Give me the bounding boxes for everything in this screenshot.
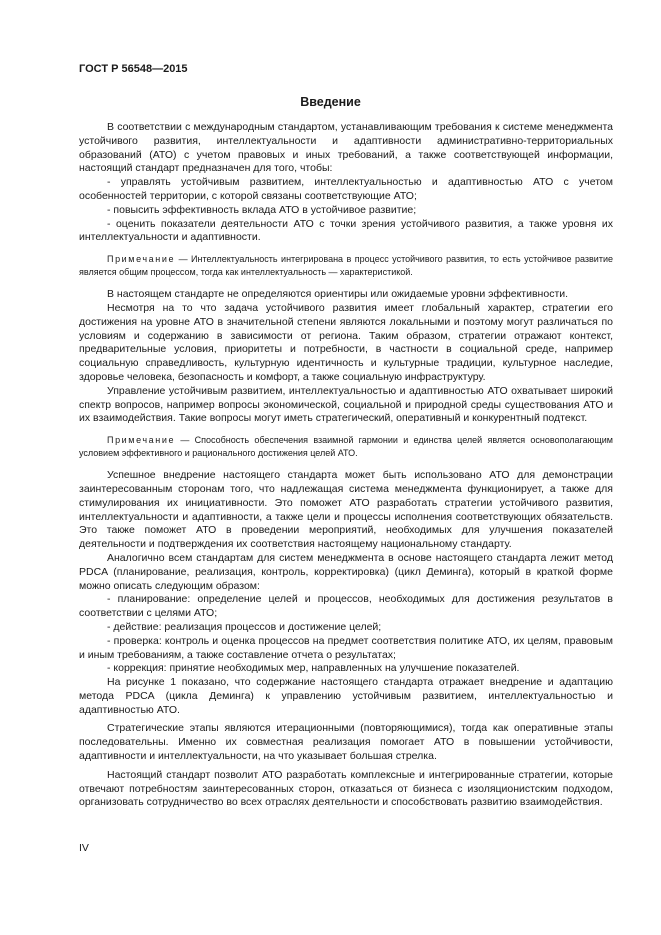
list-item: - оценить показатели деятельности АТО с точки зрения устойчивого развития, а также уровня их интеллектуальности и адаптивности.	[79, 217, 613, 244]
section-title: Введение	[300, 95, 361, 109]
note-label: Примечание	[107, 254, 176, 265]
note-label: Примечание	[107, 435, 176, 446]
paragraph: В соответствии с международным стандартом, устанавливающим требования к системе менеджмента устойчивого развития, интеллектуальности и адаптивности административно-территориальных образований (АТО) с учетом правовых и иных требований, а также соответствующей информации, настоящий стандарт предназначен для того, чтобы:	[79, 121, 613, 175]
document-body	[79, 121, 613, 810]
note-text: — Интеллектуальность интегрирована в процесс устойчивого развития, то есть устойчивое развитие является общим процессом, тогда как интеллектуальность — характеристикой.	[79, 254, 613, 277]
paragraph: В настоящем стандарте не определяются ориентиры или ожидаемые уровни эффективности.	[107, 288, 569, 301]
paragraph: Несмотря на то что задача устойчивого развития имеет глобальный характер, стратегии его достижения на уровне АТО в значительной степени являются локальными и поэтому могут различаться по условиям и содержанию в зависимости от региона. Таким образом, стратегии отражают контекст, предварительные условия, приоритеты и потребности, в частности в социальной среде, например социальную справедливость, культурную идентичность и культурные традиции, культурное наследие, здоровье человека, безопасность и комфорт, а также социальную инфраструктуру.	[79, 301, 613, 383]
list-item: - управлять устойчивым развитием, интеллектуальностью и адаптивностью АТО с учетом особенностей территории, с которой связаны соответствующие АТО;	[79, 176, 613, 202]
note	[79, 434, 613, 459]
note-text: — Способность обеспечения взаимной гармонии и единства целей является основополагающим условием эффективного и рационального достижения целей АТО.	[79, 435, 613, 458]
list-item: - действие: реализация процессов и достижение целей;	[107, 620, 382, 633]
standard-header: ГОСТ Р 56548—2015	[79, 63, 188, 75]
list-item: - планирование: определение целей и процессов, необходимых для достижения результатов в соответствии с целями АТО;	[79, 593, 613, 620]
paragraph: Настоящий стандарт позволит АТО разработать комплексные и интегрированные стратегии, которые отвечают потребностям заинтересованных сторон, отказаться от бизнеса с изоляционистским подходом, организовать сотрудничество во всех отраслях деятельности и способствовать развитию взаимодействия.	[79, 768, 613, 809]
list-item: - проверка: контроль и оценка процессов на предмет соответствия политике АТО, их целям, правовым и иным требованиям, а также составление отчета о результатах;	[79, 634, 613, 661]
list-item: - повысить эффективность вклада АТО в устойчивое развитие;	[107, 203, 417, 216]
paragraph: Стратегические этапы являются итерационными (повторяющимися), тогда как оперативные этапы последовательны. Именно их совместная реализация помогает АТО в повышении устойчивости, адаптивности и интеллектуальности, на что указывает большая стрелка.	[79, 722, 613, 763]
paragraph: Управление устойчивым развитием, интеллектуальностью и адаптивностью АТО охватывает широкий спектр вопросов, например вопросы экономической, социальной и природной среды существования АТО и их взаимодействия. Такие вопросы могут иметь стратегический, оперативный и конкурентный подтекст.	[79, 384, 613, 425]
page-number: IV	[79, 842, 89, 854]
paragraph: Успешное внедрение настоящего стандарта может быть использовано АТО для демонстрации заинтересованным сторонам того, что надлежащая система менеджмента функционирует, а также для стимулирования их инициативности. Это поможет АТО разработать стратегии устойчивого развития, интеллектуальности и адаптивности, а также цели и процессы исполнения соответствующих обязательств. Это также поможет АТО в проведении мероприятий, необходимых для улучшения показателей деятельности и подтверждения их соответствия настоящему национальному стандарту.	[79, 469, 613, 551]
paragraph: На рисунке 1 показано, что содержание настоящего стандарта отражает внедрение и адаптацию метода PDCA (цикла Деминга) к управлению устойчивым развитием, интеллектуальностью и адаптивностью АТО.	[79, 676, 613, 716]
note	[79, 253, 613, 278]
list-item: - коррекция: принятие необходимых мер, направленных на улучшение показателей.	[107, 662, 520, 675]
paragraph: Аналогично всем стандартам для систем менеджмента в основе настоящего стандарта лежит метод PDCA (планирование, реализация, контроль, корректировка) (цикл Деминга), который в краткой форме можно описать следующим образом:	[79, 551, 613, 592]
